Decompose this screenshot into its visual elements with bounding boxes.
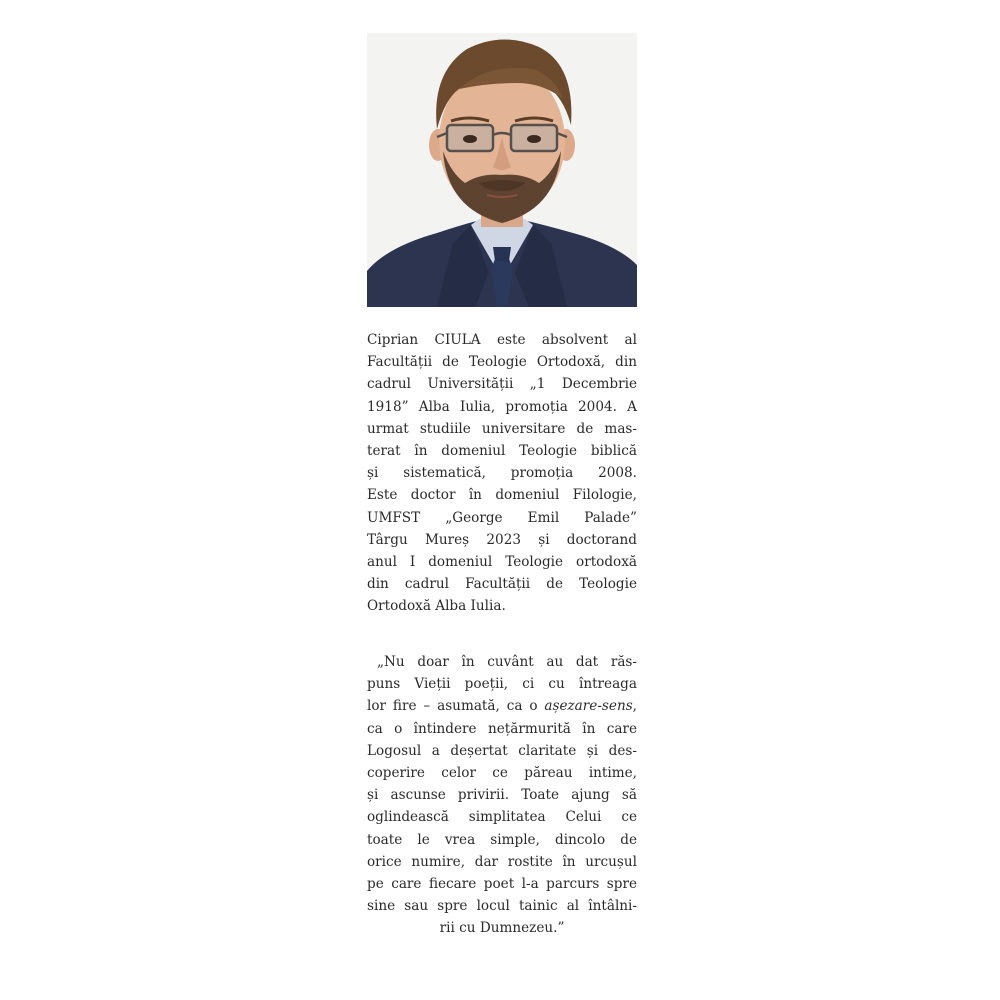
bio-line: și sistematică, promoția 2008.	[367, 465, 637, 482]
bio-line: cadrul Universității „1 Decembrie	[367, 376, 637, 393]
quote-italic-phrase: așezare-sens	[544, 698, 633, 715]
bio-line: din cadrul Facultății de Teologie	[367, 576, 637, 593]
quote-line-start: lor fire – asumată, ca o	[367, 698, 545, 715]
bio-line: 1918” Alba Iulia, promoția 2004. A	[367, 398, 637, 415]
quote-line: Logosul a deșertat claritate și des-	[367, 742, 637, 759]
bio-line: UMFST „George Emil Palade”	[367, 509, 637, 526]
quote-line: coperire celor ce păreau intime,	[367, 765, 637, 782]
bio-line: terat în domeniul Teologie biblică	[367, 443, 637, 460]
bio-line: Târgu Mureș 2023 și doctorand	[367, 531, 637, 548]
quote-line: sine sau spre locul tainic al întâlni-	[367, 898, 637, 915]
bio-line: anul I domeniul Teologie ortodoxă	[367, 554, 637, 571]
quote-line: și ascunse privirii. Toate ajung să	[367, 787, 637, 804]
author-portrait-image	[367, 33, 637, 307]
quote-line: puns Vieții poeții, ci cu întreaga	[367, 676, 637, 693]
quote-line: pe care fiecare poet l-a parcurs spre	[367, 876, 637, 893]
bio-line: urmat studiile universitare de mas-	[367, 420, 637, 437]
quote-line: „Nu doar în cuvânt au dat răs-	[377, 654, 637, 670]
author-bio	[367, 329, 637, 618]
quote-line-italic	[367, 695, 637, 717]
bio-line: Este doctor în domeniul Filologie,	[367, 487, 637, 504]
quote-line: orice numire, dar rostite în urcușul	[367, 853, 637, 870]
bio-line: Ortodoxă Alba Iulia.	[367, 598, 506, 615]
quote-line: oglindească simplitatea Celui ce	[367, 809, 637, 826]
quote-line: toate le vrea simple, dincolo de	[367, 831, 637, 848]
bio-line: Ciprian CIULA este absolvent al	[367, 332, 637, 348]
quote-line-tail: ,	[632, 698, 637, 715]
book-quote	[367, 651, 637, 940]
bio-line: Facultății de Teologie Ortodoxă, din	[367, 354, 637, 371]
author-photo	[367, 33, 637, 307]
quote-line: ca o întindere nețărmurită în care	[367, 720, 637, 737]
quote-line: rii cu Dumnezeu.”	[439, 920, 565, 937]
